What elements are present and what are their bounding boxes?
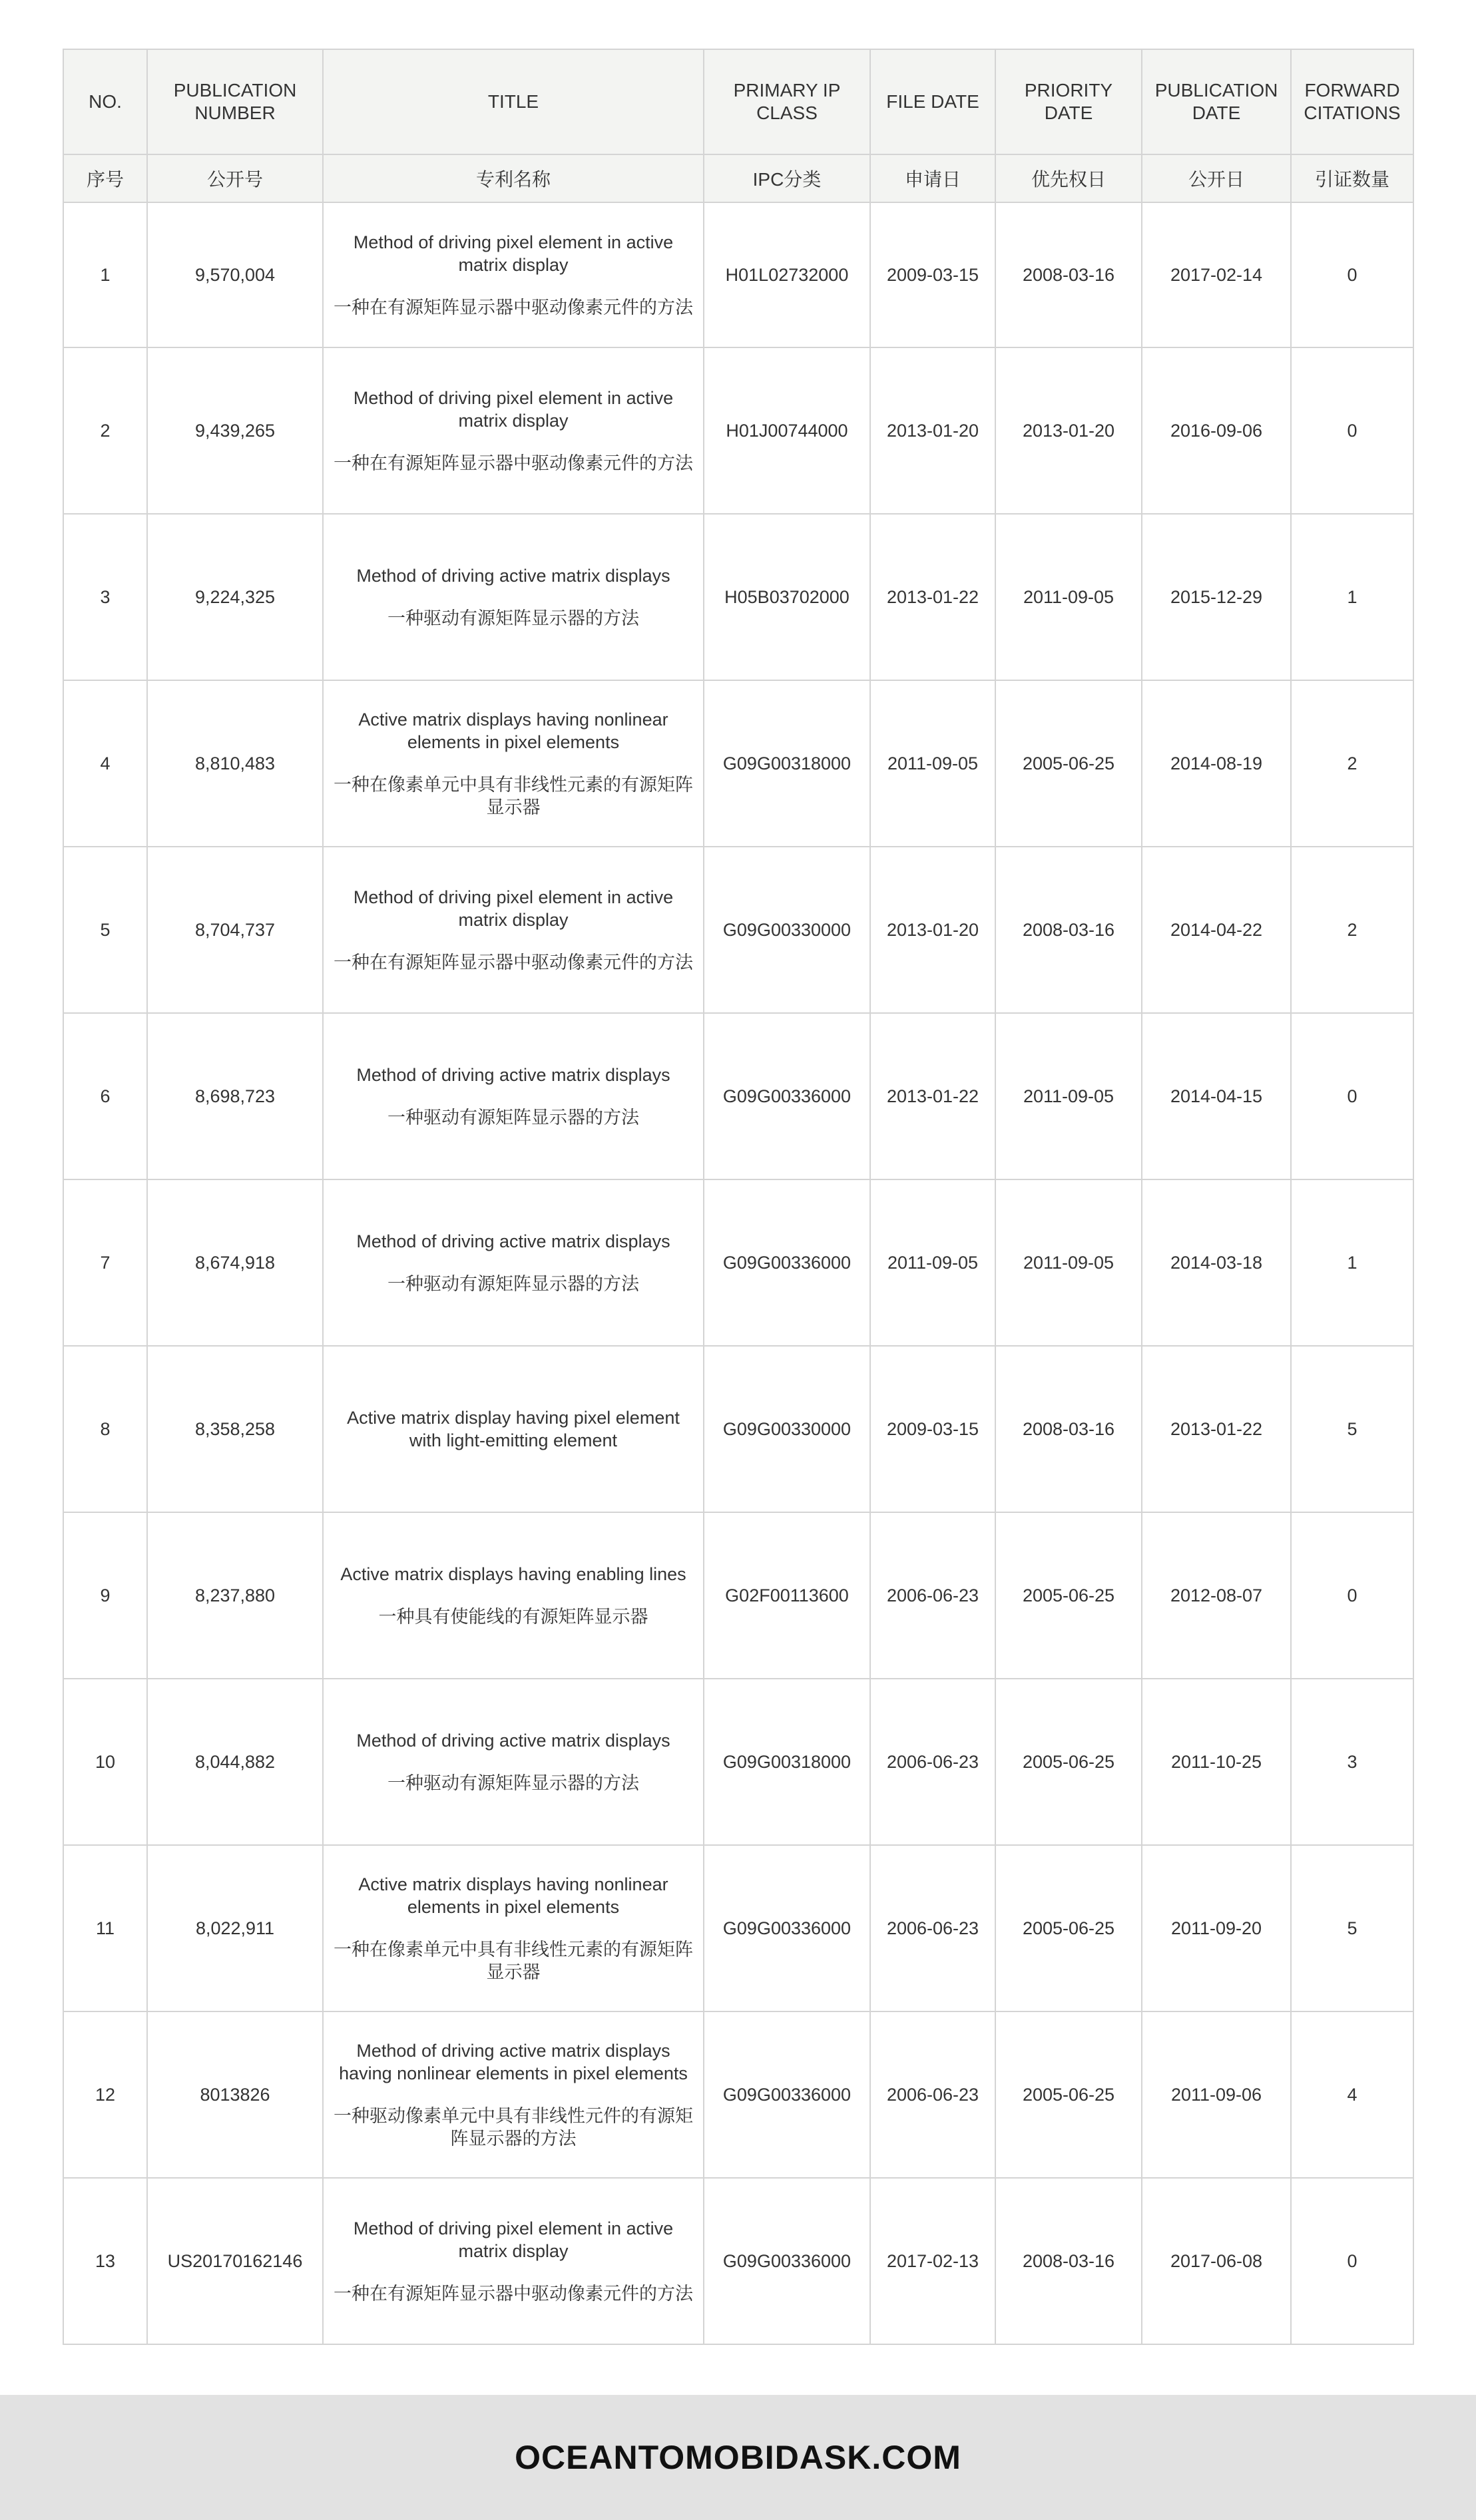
cell-no: 12 (63, 2011, 147, 2178)
cell-publication-date: 2017-06-08 (1142, 2178, 1291, 2344)
header-priority-date: PRIORITY DATE (995, 49, 1142, 154)
table-row (63, 347, 1413, 514)
cell-file-date: 2017-02-13 (870, 2178, 995, 2344)
cell-publication-date: 2014-04-22 (1142, 847, 1291, 1013)
cell-title (323, 1679, 704, 1845)
table-header (63, 49, 1413, 202)
cell-publication-number: 9,224,325 (147, 514, 323, 680)
cell-publication-date: 2014-03-18 (1142, 1179, 1291, 1346)
table-row (63, 680, 1413, 847)
cell-file-date: 2006-06-23 (870, 1679, 995, 1845)
cell-file-date: 2013-01-22 (870, 514, 995, 680)
table-row (63, 202, 1413, 347)
table-body (63, 202, 1413, 2344)
cell-publication-number: 8,237,880 (147, 1512, 323, 1679)
title-chinese: 一种在有源矩阵显示器中驱动像素元件的方法 (334, 2284, 693, 2304)
title-chinese: 一种驱动有源矩阵显示器的方法 (387, 1108, 639, 1128)
cell-forward-citations: 5 (1291, 1346, 1413, 1512)
cell-priority-date: 2011-09-05 (995, 1179, 1142, 1346)
cell-title (323, 680, 704, 847)
cell-forward-citations: 0 (1291, 202, 1413, 347)
cell-title (323, 514, 704, 680)
cell-priority-date: 2005-06-25 (995, 1679, 1142, 1845)
cell-no: 1 (63, 202, 147, 347)
title-english: Method of driving active matrix displays (356, 1065, 670, 1085)
header-publication-number-zh: 公开号 (147, 154, 323, 202)
title-english: Method of driving pixel element in active matrix display (353, 388, 674, 431)
cell-no: 13 (63, 2178, 147, 2344)
title-english: Method of driving active matrix displays (356, 1731, 670, 1751)
cell-forward-citations: 0 (1291, 2178, 1413, 2344)
title-chinese: 一种具有使能线的有源矩阵显示器 (378, 1607, 648, 1627)
title-chinese: 一种在像素单元中具有非线性元素的有源矩阵显示器 (334, 1940, 693, 1982)
cell-priority-date: 2005-06-25 (995, 2011, 1142, 2178)
cell-publication-date: 2012-08-07 (1142, 1512, 1291, 1679)
title-chinese: 一种在有源矩阵显示器中驱动像素元件的方法 (334, 298, 693, 317)
header-forward-citations: FORWARD CITATIONS (1291, 49, 1413, 154)
cell-publication-number: US20170162146 (147, 2178, 323, 2344)
cell-forward-citations: 0 (1291, 1013, 1413, 1179)
title-english: Method of driving pixel element in active matrix display (353, 232, 674, 275)
cell-no: 9 (63, 1512, 147, 1679)
title-chinese: 一种驱动像素单元中具有非线性元件的有源矩阵显示器的方法 (334, 2106, 693, 2149)
header-publication-date: PUBLICATION DATE (1142, 49, 1291, 154)
cell-priority-date: 2013-01-20 (995, 347, 1142, 514)
header-forward-citations-zh: 引证数量 (1291, 154, 1413, 202)
table-row (63, 514, 1413, 680)
cell-no: 6 (63, 1013, 147, 1179)
table-row (63, 1013, 1413, 1179)
cell-no: 5 (63, 847, 147, 1013)
footer-banner (0, 2395, 1476, 2520)
cell-no: 8 (63, 1346, 147, 1512)
header-primary-ip-class: PRIMARY IP CLASS (704, 49, 870, 154)
title-chinese: 一种在有源矩阵显示器中驱动像素元件的方法 (334, 453, 693, 473)
cell-priority-date: 2005-06-25 (995, 1845, 1142, 2011)
cell-file-date: 2009-03-15 (870, 1346, 995, 1512)
cell-ipc-class: G09G00330000 (704, 847, 870, 1013)
title-chinese: 一种驱动有源矩阵显示器的方法 (387, 608, 639, 628)
cell-priority-date: 2005-06-25 (995, 680, 1142, 847)
cell-publication-number: 9,439,265 (147, 347, 323, 514)
patent-table (63, 49, 1414, 2345)
cell-ipc-class: G02F00113600 (704, 1512, 870, 1679)
cell-publication-date: 2013-01-22 (1142, 1346, 1291, 1512)
table-row (63, 1845, 1413, 2011)
cell-forward-citations: 0 (1291, 1512, 1413, 1679)
cell-publication-number: 8,704,737 (147, 847, 323, 1013)
cell-forward-citations: 1 (1291, 1179, 1413, 1346)
title-english: Active matrix displays having enabling lines (340, 1564, 686, 1584)
cell-no: 2 (63, 347, 147, 514)
cell-title (323, 1512, 704, 1679)
cell-ipc-class: G09G00318000 (704, 680, 870, 847)
table-row (63, 847, 1413, 1013)
cell-forward-citations: 5 (1291, 1845, 1413, 2011)
cell-priority-date: 2008-03-16 (995, 2178, 1142, 2344)
cell-priority-date: 2011-09-05 (995, 1013, 1142, 1179)
cell-file-date: 2011-09-05 (870, 680, 995, 847)
cell-title (323, 1346, 704, 1512)
header-file-date: FILE DATE (870, 49, 995, 154)
cell-no: 3 (63, 514, 147, 680)
header-no: NO. (63, 49, 147, 154)
cell-priority-date: 2008-03-16 (995, 1346, 1142, 1512)
title-chinese: 一种在像素单元中具有非线性元素的有源矩阵显示器 (334, 775, 693, 817)
cell-forward-citations: 2 (1291, 680, 1413, 847)
cell-file-date: 2011-09-05 (870, 1179, 995, 1346)
cell-ipc-class: H05B03702000 (704, 514, 870, 680)
cell-file-date: 2006-06-23 (870, 2011, 995, 2178)
cell-file-date: 2013-01-20 (870, 847, 995, 1013)
header-publication-number: PUBLICATION NUMBER (147, 49, 323, 154)
table-row (63, 1679, 1413, 1845)
table-row (63, 1346, 1413, 1512)
cell-publication-date: 2017-02-14 (1142, 202, 1291, 347)
title-chinese: 一种驱动有源矩阵显示器的方法 (387, 1773, 639, 1793)
cell-ipc-class: H01L02732000 (704, 202, 870, 347)
cell-no: 7 (63, 1179, 147, 1346)
cell-publication-number: 8,674,918 (147, 1179, 323, 1346)
cell-title (323, 202, 704, 347)
title-english: Method of driving active matrix displays (356, 566, 670, 586)
cell-forward-citations: 0 (1291, 347, 1413, 514)
header-row-english (63, 49, 1413, 154)
cell-publication-date: 2011-09-20 (1142, 1845, 1291, 2011)
footer-website-text: OCEANTOMOBIDASK.COM (515, 2439, 961, 2476)
cell-ipc-class: G09G00318000 (704, 1679, 870, 1845)
cell-ipc-class: H01J00744000 (704, 347, 870, 514)
cell-priority-date: 2008-03-16 (995, 847, 1142, 1013)
cell-title (323, 1013, 704, 1179)
cell-publication-number: 8,022,911 (147, 1845, 323, 2011)
cell-publication-number: 8,358,258 (147, 1346, 323, 1512)
cell-no: 4 (63, 680, 147, 847)
cell-priority-date: 2011-09-05 (995, 514, 1142, 680)
cell-title (323, 1179, 704, 1346)
cell-ipc-class: G09G00336000 (704, 1179, 870, 1346)
table-row (63, 2178, 1413, 2344)
header-priority-date-zh: 优先权日 (995, 154, 1142, 202)
cell-forward-citations: 1 (1291, 514, 1413, 680)
cell-publication-number: 9,570,004 (147, 202, 323, 347)
cell-title (323, 2011, 704, 2178)
header-row-chinese (63, 154, 1413, 202)
cell-file-date: 2006-06-23 (870, 1845, 995, 2011)
header-ipc-class-zh: IPC分类 (704, 154, 870, 202)
header-publication-date-zh: 公开日 (1142, 154, 1291, 202)
cell-publication-date: 2011-10-25 (1142, 1679, 1291, 1845)
cell-forward-citations: 4 (1291, 2011, 1413, 2178)
cell-title (323, 847, 704, 1013)
title-english: Active matrix displays having nonlinear elements in pixel elements (358, 1874, 668, 1917)
cell-publication-date: 2011-09-06 (1142, 2011, 1291, 2178)
cell-title (323, 347, 704, 514)
cell-no: 11 (63, 1845, 147, 2011)
cell-publication-date: 2015-12-29 (1142, 514, 1291, 680)
cell-title (323, 2178, 704, 2344)
cell-priority-date: 2005-06-25 (995, 1512, 1142, 1679)
cell-forward-citations: 3 (1291, 1679, 1413, 1845)
cell-publication-number: 8013826 (147, 2011, 323, 2178)
cell-file-date: 2013-01-20 (870, 347, 995, 514)
title-english: Method of driving pixel element in active matrix display (353, 887, 674, 930)
cell-file-date: 2013-01-22 (870, 1013, 995, 1179)
cell-publication-number: 8,698,723 (147, 1013, 323, 1179)
cell-ipc-class: G09G00336000 (704, 1845, 870, 2011)
cell-publication-number: 8,810,483 (147, 680, 323, 847)
cell-publication-date: 2014-08-19 (1142, 680, 1291, 847)
cell-forward-citations: 2 (1291, 847, 1413, 1013)
title-english: Method of driving active matrix displays having nonlinear elements in pixel elements (339, 2041, 688, 2083)
cell-title (323, 1845, 704, 2011)
table-row (63, 2011, 1413, 2178)
title-chinese: 一种驱动有源矩阵显示器的方法 (387, 1274, 639, 1294)
table-row (63, 1512, 1413, 1679)
title-english: Method of driving pixel element in active matrix display (353, 2218, 674, 2261)
header-title: TITLE (323, 49, 704, 154)
header-title-zh: 专利名称 (323, 154, 704, 202)
cell-publication-date: 2014-04-15 (1142, 1013, 1291, 1179)
header-no-zh: 序号 (63, 154, 147, 202)
cell-publication-date: 2016-09-06 (1142, 347, 1291, 514)
table-row (63, 1179, 1413, 1346)
cell-priority-date: 2008-03-16 (995, 202, 1142, 347)
title-english: Active matrix displays having nonlinear elements in pixel elements (358, 710, 668, 752)
cell-no: 10 (63, 1679, 147, 1845)
patent-table-container (63, 49, 1413, 2345)
title-chinese: 一种在有源矩阵显示器中驱动像素元件的方法 (334, 952, 693, 972)
cell-ipc-class: G09G00336000 (704, 1013, 870, 1179)
cell-ipc-class: G09G00330000 (704, 1346, 870, 1512)
header-file-date-zh: 申请日 (870, 154, 995, 202)
cell-file-date: 2009-03-15 (870, 202, 995, 347)
title-english: Active matrix display having pixel element with light-emitting element (347, 1408, 680, 1450)
cell-publication-number: 8,044,882 (147, 1679, 323, 1845)
cell-ipc-class: G09G00336000 (704, 2011, 870, 2178)
title-english: Method of driving active matrix displays (356, 1231, 670, 1251)
cell-ipc-class: G09G00336000 (704, 2178, 870, 2344)
cell-file-date: 2006-06-23 (870, 1512, 995, 1679)
